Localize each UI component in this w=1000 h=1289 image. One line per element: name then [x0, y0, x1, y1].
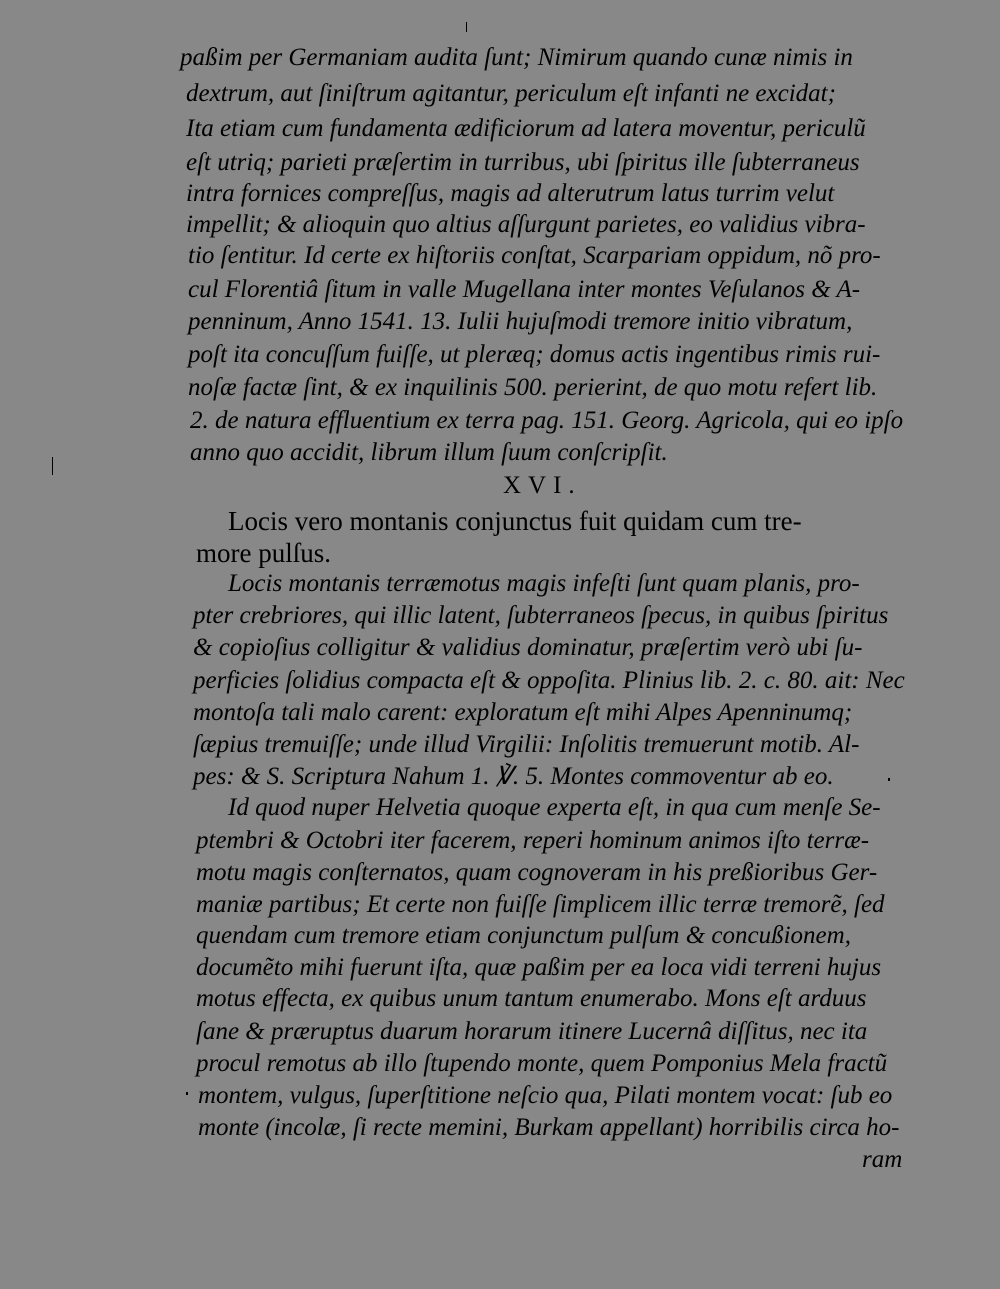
text-line: monte (incolæ, ſi recte memini, Burkam appellant) horribilis circa ho-	[198, 1114, 900, 1141]
text-line: dextrum, aut ſiniſtrum agitantur, periculum eſt infanti ne excidat;	[186, 80, 836, 107]
thesis-line: Locis vero montanis conjunctus fuit quidam cum tre-	[228, 506, 802, 536]
text-line: 2. de natura effluentium ex terra pag. 151. Georg. Agricola, qui eo ipſo	[190, 407, 904, 434]
text-line: noſæ factæ ſint, & ex inquilinis 500. perierint, de quo motu refert lib.	[188, 374, 878, 401]
scan-mark	[52, 457, 53, 475]
text-line: ſæpius tremuiſſe; unde illud Virgilii: Inſolitis tremuerunt motib. Al-	[193, 731, 860, 758]
text-line: Ita etiam cum fundamenta ædificiorum ad latera moventur, periculũ	[186, 115, 866, 142]
text-line: eſt utriq; parieti præſertim in turribus, ubi ſpiritus ille ſubterraneus	[186, 149, 860, 176]
scan-mark	[888, 778, 890, 781]
text-line: pes: & S. Scriptura Nahum 1. ℣. 5. Montes commoventur ab eo.	[193, 763, 834, 790]
text-line: intra fornices compreſſus, magis ad alterutrum latus turrim velut	[186, 180, 835, 207]
text-line: ptembri & Octobri iter facerem, reperi hominum animos iſto terræ-	[196, 827, 870, 854]
section-heading: XVI.	[503, 472, 582, 499]
scan-mark	[466, 22, 467, 32]
text-line: motu magis conſternatos, quam cognoveram in his preßioribus Ger-	[196, 859, 878, 886]
text-line: paßim per Germaniam audita ſunt; Nimirum quando cunæ nimis in	[180, 44, 853, 71]
text-line: ſane & præruptus duarum horarum itinere Lucernâ diſſitus, nec ita	[196, 1018, 868, 1045]
text-line: maniæ partibus; Et certe non fuiſſe ſimplicem illic terræ tremorẽ, ſed	[196, 891, 885, 918]
text-line: impellit; & alioquin quo altius aſſurgunt parietes, eo validius vibra-	[186, 211, 866, 238]
catchword: ram	[862, 1146, 903, 1173]
text-line: anno quo accidit, librum illum ſuum conſcripſit.	[190, 439, 668, 466]
text-line: Id quod nuper Helvetia quoque experta eſt, in qua cum menſe Se-	[228, 794, 881, 821]
text-line: & copioſius colligitur & validius dominatur, præſertim verò ubi ſu-	[193, 634, 863, 661]
scan-mark	[186, 1092, 188, 1095]
text-line: pter crebriores, qui illic latent, ſubterraneos ſpecus, in quibus ſpiritus	[193, 602, 889, 629]
text-line: poſt ita concuſſum fuiſſe, ut pleræq; domus actis ingentibus rimis rui-	[188, 341, 881, 368]
text-line: tio ſentitur. Id certe ex hiſtoriis conſtat, Scarpariam oppidum, nõ pro-	[188, 242, 881, 269]
text-line: penninum, Anno 1541. 13. Iulii hujuſmodi tremore initio vibratum,	[188, 308, 853, 335]
text-line: cul Florentiâ ſitum in valle Mugellana inter montes Veſulanos & A-	[188, 276, 861, 303]
text-line: perficies ſolidius compacta eſt & oppoſita. Plinius lib. 2. c. 80. ait: Nec	[193, 667, 905, 694]
text-line: motus effecta, ex quibus unum tantum enumerabo. Mons eſt arduus	[196, 985, 867, 1012]
text-line: Locis montanis terræmotus magis infeſti ſunt quam planis, pro-	[228, 570, 860, 597]
text-line: montem, vulgus, ſuperſtitione neſcio qua, Pilati montem vocat: ſub eo	[198, 1082, 893, 1109]
text-line: procul remotus ab illo ſtupendo monte, quem Pomponius Mela fractũ	[196, 1050, 888, 1077]
text-line: quendam cum tremore etiam conjunctum pulſum & concußionem,	[196, 922, 851, 949]
text-line: montoſa tali malo carent: exploratum eſt mihi Alpes Apenninumq;	[193, 699, 853, 726]
thesis-line: more pulſus.	[196, 538, 331, 568]
text-line: documẽto mihi fuerunt iſta, quæ paßim per ea loca vidi terreni hujus	[196, 954, 882, 981]
